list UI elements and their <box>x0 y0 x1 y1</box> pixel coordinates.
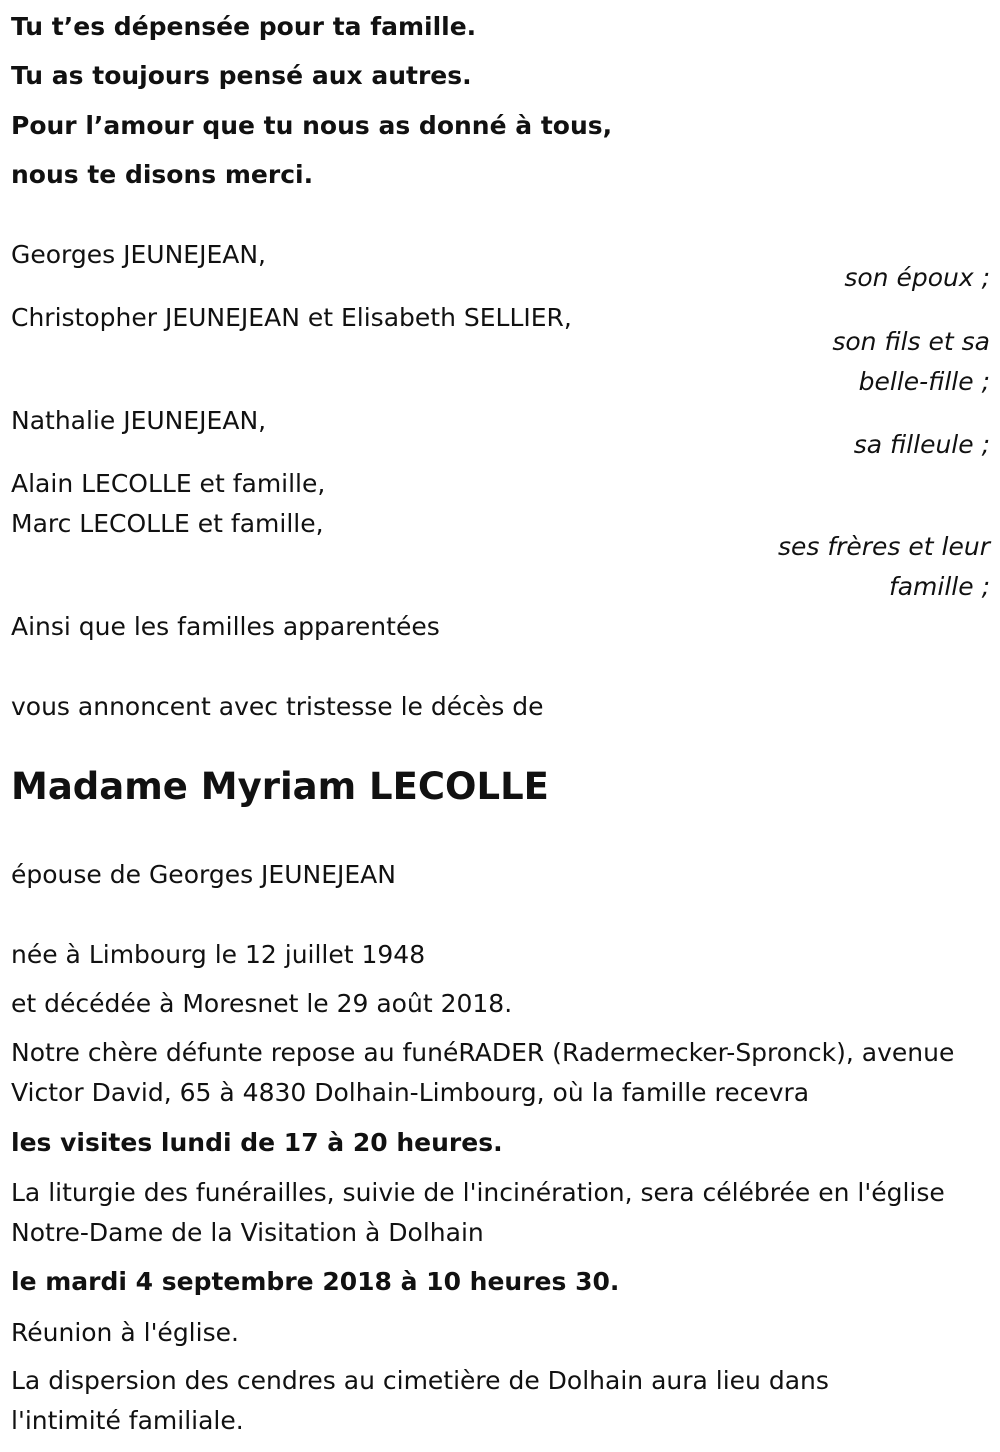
deceased-died: et décédée à Moresnet le 29 août 2018. <box>11 989 513 1018</box>
liturgy-paragraph: La liturgie des funérailles, suivie de l'incinération, sera célébrée en l'église Notre-Dame de la Visitation à Dolhain <box>11 1178 945 1247</box>
family-name-alain: Alain LECOLLE et famille, <box>11 469 326 498</box>
family-relation-brothers-line-1: ses frères et leur <box>777 532 990 561</box>
family-relation-spouse: son époux ; <box>844 263 990 292</box>
service-date: le mardi 4 septembre 2018 à 10 heures 30. <box>11 1267 620 1296</box>
visits-info: les visites lundi de 17 à 20 heures. <box>11 1128 503 1157</box>
deceased-born: née à Limbourg le 12 juillet 1948 <box>11 940 426 969</box>
announcement: vous annoncent avec tristesse le décès de <box>11 692 544 721</box>
deceased-spouse: épouse de Georges JEUNEJEAN <box>11 860 396 889</box>
family-relation-goddaughter: sa filleule ; <box>853 430 990 459</box>
family-name-marc: Marc LECOLLE et famille, <box>11 509 324 538</box>
repose-paragraph: Notre chère défunte repose au funéRADER (Radermecker-Spronck), avenue Victor David, 65 à 4830 Dolhain-Limbourg, où la famille recevra <box>11 1038 955 1107</box>
gathering-info: Réunion à l'église. <box>11 1318 239 1347</box>
poem-line-1: Tu t’es dépensée pour ta famille. <box>11 12 477 41</box>
extended-family: Ainsi que les familles apparentées <box>11 612 440 641</box>
family-relation-son-line-1: son fils et sa <box>832 327 990 356</box>
ashes-paragraph: La dispersion des cendres au cimetière de Dolhain aura lieu dans l'intimité familiale. <box>11 1366 829 1435</box>
family-name-christopher: Christopher JEUNEJEAN et Elisabeth SELLIER, <box>11 303 572 332</box>
family-relation-brothers-line-2: famille ; <box>888 572 990 601</box>
poem-line-3: Pour l’amour que tu nous as donné à tous, <box>11 111 613 140</box>
family-name-georges: Georges JEUNEJEAN, <box>11 240 266 269</box>
poem-line-4: nous te disons merci. <box>11 160 314 189</box>
family-name-nathalie: Nathalie JEUNEJEAN, <box>11 406 267 435</box>
family-relation-son-line-2: belle-fille ; <box>858 367 990 396</box>
deceased-name: Madame Myriam LECOLLE <box>11 765 549 808</box>
poem-line-2: Tu as toujours pensé aux autres. <box>11 61 472 90</box>
